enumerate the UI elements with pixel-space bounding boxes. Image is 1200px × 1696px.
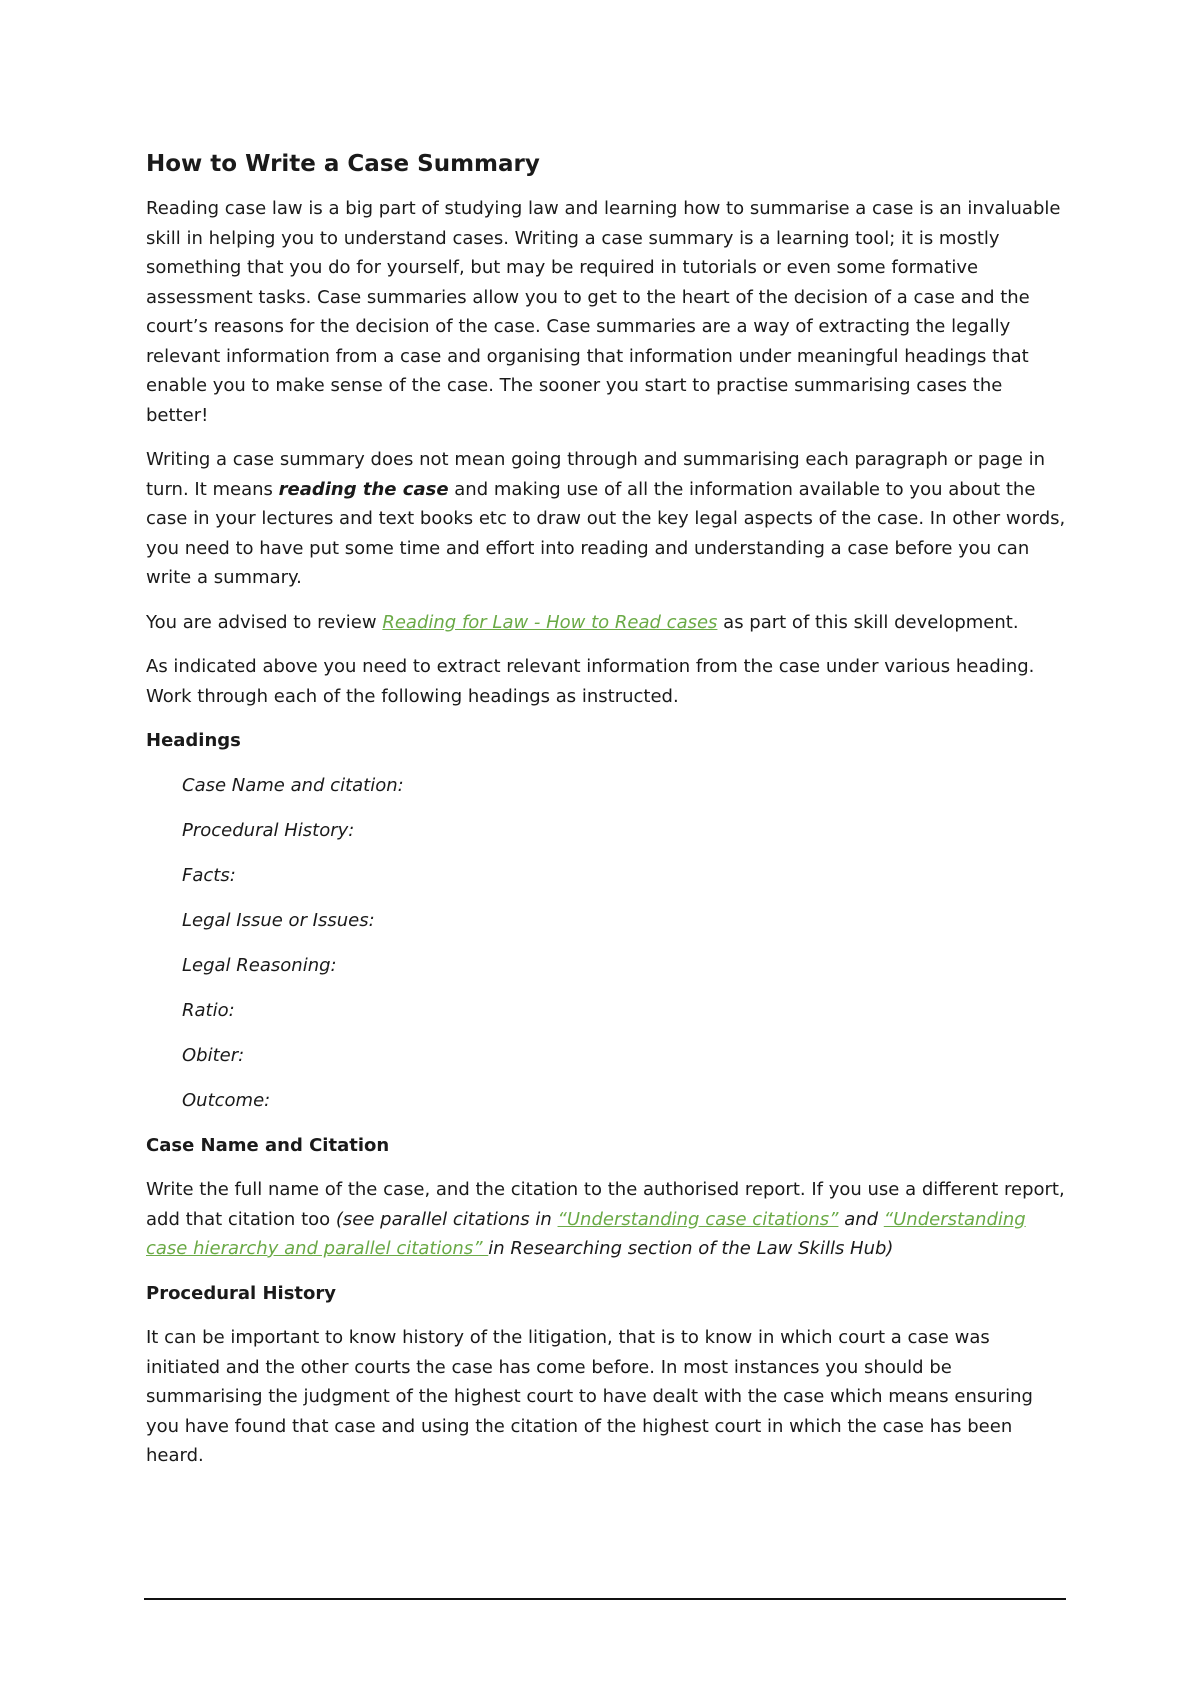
case-name-paragraph bbox=[146, 1175, 1066, 1264]
case-name-italic-open: (see parallel citations in bbox=[335, 1208, 558, 1230]
heading-item: Legal Issue or Issues: bbox=[182, 909, 375, 931]
review-before: You are advised to review bbox=[146, 611, 383, 633]
intro-paragraph: Reading case law is a big part of studying law and learning how to summarise a case is an invaluable skill in helping you to understand cases. Writing a case summary is a learning tool; it is mostly something that you do for yourself, but may be required in tutorials or even some formative assessment tasks. Case summaries allow you to get to the heart of the decision of a case and the court’s reasons for the decision of the case. Case summaries are a way of extracting the legally relevant information from a case and organising that information under meaningful headings that enable you to make sense of the case. The sooner you start to practise summarising cases the better! bbox=[146, 198, 1061, 426]
procedural-section-title: Procedural History bbox=[146, 1282, 337, 1304]
heading-item: Outcome: bbox=[182, 1089, 271, 1111]
headings-list bbox=[146, 771, 1066, 1116]
review-paragraph bbox=[146, 608, 1066, 638]
page-title: How to Write a Case Summary bbox=[146, 151, 540, 177]
reading-paragraph bbox=[146, 445, 1066, 593]
understanding-case-citations-link[interactable]: “Understanding case citations” bbox=[557, 1208, 839, 1230]
case-name-italic-mid: and bbox=[838, 1208, 884, 1230]
instruction-paragraph: As indicated above you need to extract relevant information from the case under various heading. Work through each of the following headings as instructed. bbox=[146, 656, 1035, 707]
review-after: as part of this skill development. bbox=[717, 611, 1019, 633]
document-body bbox=[146, 146, 1066, 1486]
reading-the-case-emphasis: reading the case bbox=[278, 478, 449, 500]
procedural-paragraph: It can be important to know history of the litigation, that is to know in which court a case was initiated and the other courts the case has come before. In most instances you should be summarising the judgment of the highest court to have dealt with the case which means ensuring you have found that case and using the citation of the highest court in which the case has been heard. bbox=[146, 1327, 1033, 1466]
reading-paragraph-part2: and making use of all the information available to you about the case in your lectures and text books etc to draw out the key legal aspects of the case. In other words, you need to have put some time and effort into reading and understanding a case before you can write a summary. bbox=[146, 478, 1066, 588]
case-hierarchy-link[interactable]: “Understanding case hierarchy and parallel citations” bbox=[146, 1208, 1026, 1259]
heading-item: Legal Reasoning: bbox=[182, 954, 337, 976]
heading-item: Facts: bbox=[182, 864, 236, 886]
case-name-italic-close: in Researching section of the Law Skills Hub) bbox=[488, 1238, 894, 1259]
heading-item: Case Name and citation: bbox=[182, 774, 404, 796]
headings-title: Headings bbox=[146, 730, 241, 751]
heading-item: Obiter: bbox=[182, 1044, 245, 1066]
heading-item: Procedural History: bbox=[182, 819, 355, 841]
case-name-text: Write the full name of the case, and the citation to the authorised report. If you use a different report, add that citation too bbox=[146, 1179, 1065, 1230]
heading-item: Ratio: bbox=[182, 999, 235, 1021]
reading-for-law-link[interactable]: Reading for Law - How to Read cases bbox=[382, 611, 718, 633]
footer-divider bbox=[144, 1598, 1066, 1600]
reading-paragraph-part1: Writing a case summary does not mean going through and summarising each paragraph or page in turn. It means bbox=[146, 449, 1045, 500]
case-name-section-title: Case Name and Citation bbox=[146, 1134, 390, 1156]
